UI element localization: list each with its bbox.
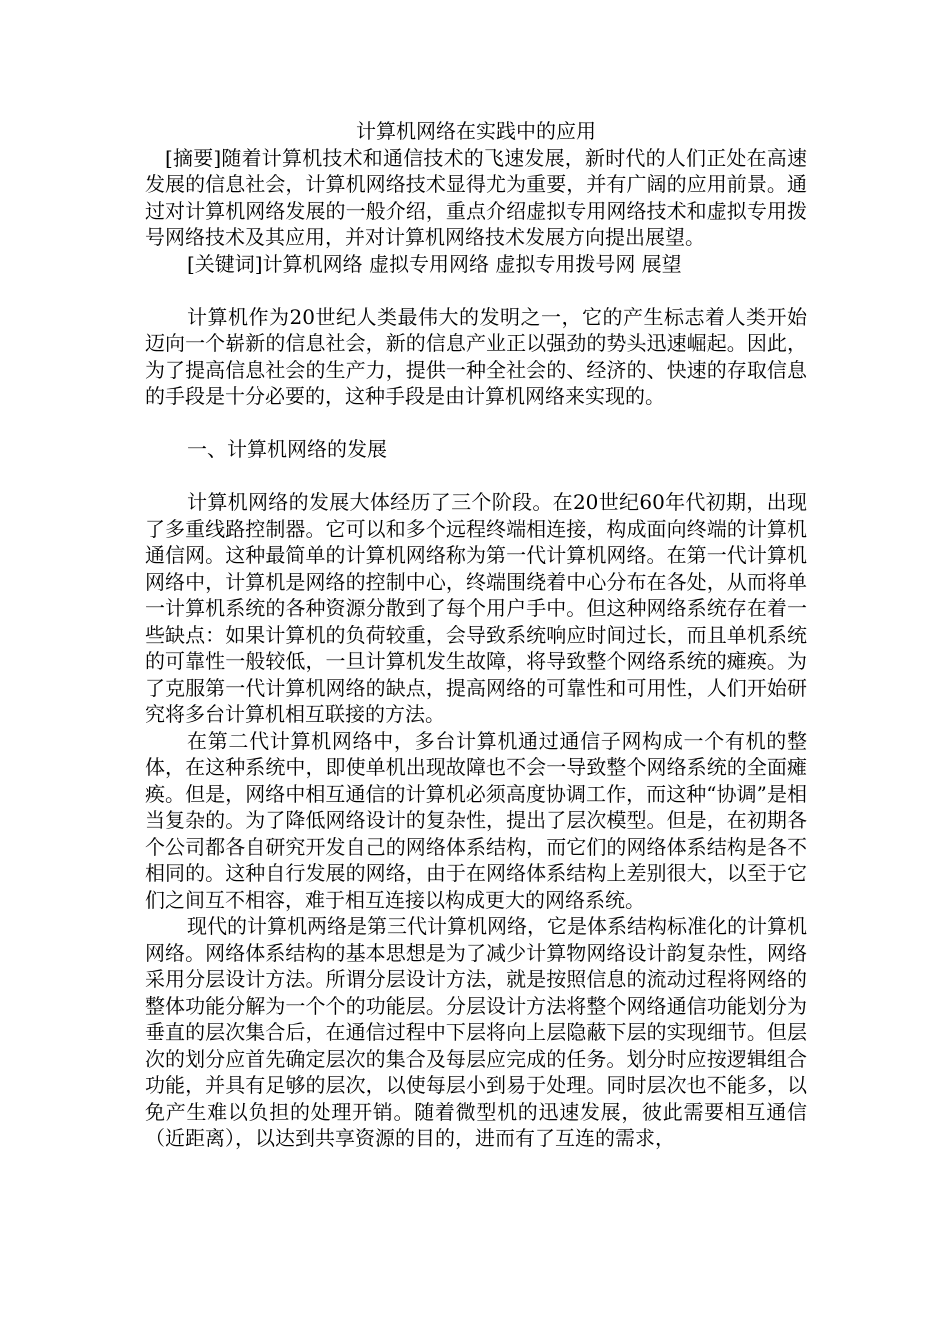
keywords-line: [关键词]计算机网络 虚拟专用网络 虚拟专用拨号网 展望	[187, 251, 682, 276]
blank-line	[145, 277, 807, 304]
body-paragraph-1: 计算机网络的发展大体经历了三个阶段。在20世纪60年代初期，出现了多重线路控制器。它可以和多个远程终端相连接，构成面向终端的计算机通信网。这种最简单的计算机网络称为第一代计算机网络。在第一代计算机网络中，计算机是网络的控制中心，终端围绕着中心分布在各处，从而将单一计算机系统的各种资源分散到了每个用户手中。但这种网络系统存在着一些缺点：如果计算机的负荷较重，会导致系统响应时间过长，而且单机系统的可靠性一般较低，一旦计算机发生故障，将导致整个网络系统的瘫痪。为了克服第一代计算机网络的缺点，提高网络的可靠性和可用性，人们开始研究将多台计算机相互联接的方法。	[145, 490, 807, 726]
blank-line	[145, 410, 807, 437]
body-paragraph-3: 现代的计算机两络是第三代计算机网络，它是体系结构标准化的计算机网络。网络体系结构的基本思想是为了减少计算物网络设计韵复杂性，网络采用分层设计方法。所谓分层设计方法，就是按照信息的流动过程将网络的整体功能分解为一个个的功能层。分层设计方法将整个网络通信功能划分为垂直的层次集合后，在通信过程中下层将向上层隐蔽下层的实现细节。但层次的划分应首先确定层次的集合及每层应完成的任务。划分时应按逻辑组合功能，并具有足够的层次，以使每层小到易于处理。同时层次也不能多，以免产生难以负担的处理开销。随着微型机的迅速发展，彼此需要相互通信（近距离），以达到共享资源的目的，进而有了互连的需求，	[145, 914, 807, 1150]
body-paragraph-2: 在第二代计算机网络中，多台计算机通过通信子网构成一个有机的整体，在这种系统中，即使单机出现故障也不会一导致整个网络系统的全面瘫痪。但是，网络中相互通信的计算机必须高度协调工作，而这种“协调”是相当复杂的。为了降低网络设计的复杂性，提出了层次模型。但是，在初期各个公司都各自研究开发自己的网络体系结构，而它们的网络体系结构是各不相同的。这种自行发展的网络，由于在网络体系结构上差别很大，以至于它们之间互不相容，难于相互连接以构成更大的网络系统。	[145, 728, 807, 912]
abstract-paragraph: [摘要]随着计算机技术和通信技术的飞速发展，新时代的人们正处在高速发展的信息社会，计算机网络技术显得尤为重要，并有广阔的应用前景。通过对计算机网络发展的一般介绍，重点介绍虚拟专用网络技术和虚拟专用拨号网络技术及其应用，并对计算机网络技术发展方向提出展望。	[145, 145, 807, 249]
blank-line	[145, 463, 807, 490]
intro-paragraph: 计算机作为20世纪人类最伟大的发明之一，它的产生标志着人类开始迈向一个崭新的信息社会，新的信息产业正以强劲的势头迅速崛起。因此，为了提高信息社会的生产力，提供一种全社会的、经济的、快速的存取信息的手段是十分必要的，这种手段是由计算机网络来实现的。	[145, 304, 807, 408]
document-page	[145, 118, 807, 1152]
section-heading: 一、计算机网络的发展	[187, 437, 387, 461]
document-title: 计算机网络在实践中的应用	[356, 119, 596, 143]
